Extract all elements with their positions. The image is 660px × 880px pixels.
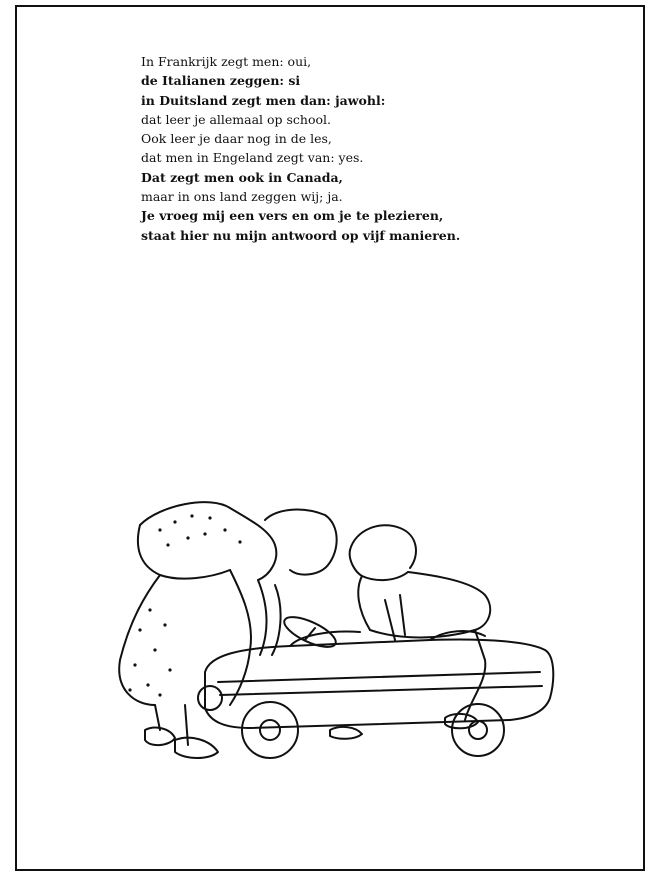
poem-line-2: de Italianen zeggen: si — [141, 73, 301, 89]
pedal-car — [205, 611, 553, 728]
poem-line-6: dat men in Engeland zegt van: yes. — [141, 150, 364, 166]
child-left — [119, 502, 336, 758]
poem-line-5: Ook leer je daar nog in de les, — [141, 131, 332, 147]
poem-line-7: Dat zegt men ook in Canada, — [141, 169, 343, 185]
pedal-car-illustration — [100, 490, 570, 780]
poem-line-8: maar in ons land zeggen wij; ja. — [141, 189, 343, 205]
poem-line-3: in Duitsland zegt men dan: jawohl: — [141, 92, 386, 108]
poem-line-9: Je vroeg mij een vers en om je te plezieren, — [141, 208, 444, 224]
poem-line-1: In Frankrijk zegt men: oui, — [141, 54, 312, 69]
poem-line-10: staat hier nu mijn antwoord op vijf manieren. — [141, 227, 461, 243]
poem-text — [141, 52, 460, 245]
poem-line-4: dat leer je allemaal op school. — [141, 111, 332, 127]
